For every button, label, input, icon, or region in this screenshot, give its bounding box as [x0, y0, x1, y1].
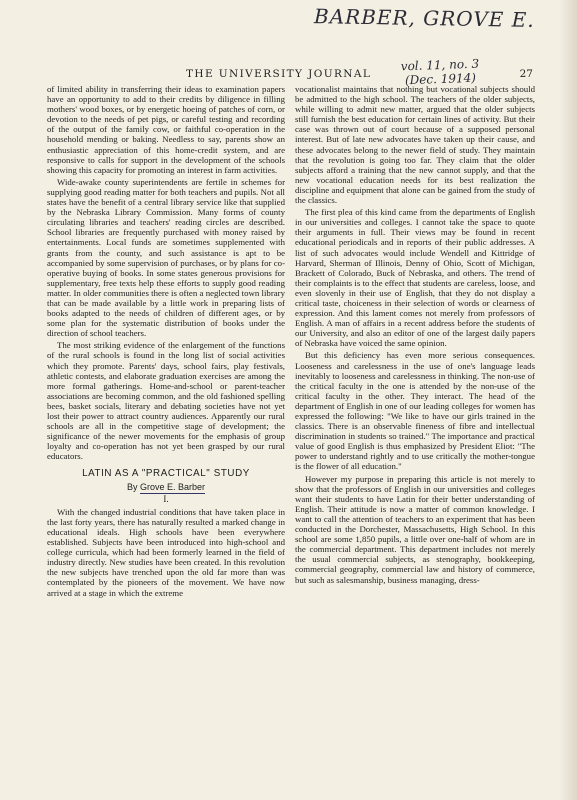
paragraph: of limited ability in transferring their ideas to examination papers have an opportunity to add to their credits by diligence in filling mothers' wood boxes, or by energetic hoeing of patches of corn, or devotion to the needs of pet pigs, or careful testing and recording of the output of the family cow, or faithful co-operation in the household mending or baking. Needless to say, parents show an enthusiastic appreciation of this home-credit system, and are responsive to calls for support in the development of the schools showing this capacity for promoting an interest in farm activities.: [47, 84, 285, 175]
handwritten-author-annotation: BARBER, GROVE E.: [314, 4, 536, 32]
page-number: 27: [519, 68, 533, 80]
right-column: [295, 84, 535, 587]
paragraph: With the changed industrial conditions that have taken place in the last forty years, there has naturally resulted a marked change in educational ideals. High schools have been everywhere established. Subjects have been introduced into high-school and college curricula, which had been formerly learned in the field of industry directly. New studies have been created. In this revolution the new subjects have trenched upon the old far more than was contemplated by the pioneers of the movement. We have now arrived at a stage in which the extreme: [47, 506, 285, 598]
paragraph: But this deficiency has even more serious consequences. Looseness and carelessness in the use of one's language leads inevitably to looseness and carelessness in thinking. The non-use of the critical faculty in the one is attended by the non-use of the critical faculty in the other. They interact. The head of the department of English in one of our leading colleges for women has expressed the following: "We like to have our girls trained in the classics. There is an observable fineness of fibre and intellectual discrimination in students so trained." The importance and practical value of good English is thus emphasized by President Eliot: "The power to understand rightly and to use critically the mother-tongue is the flower of all education.": [295, 350, 535, 472]
paragraph: Wide-awake county superintendents are fertile in schemes for supplying good reading matter for both teachers and pupils. Not all states have the benefit of a central library service like that supplied by the Nebraska Library Commission. Many forms of county circulating libraries and teachers' reading circles are described. School libraries are frequently purchased with money raised by entertainments. Local funds are sometimes supplemented with grants from the county, and such assistance is apt to be accompanied by some supervision of purchases, or by plans for co-operative buying of books. In some states generous provisions for supplementary, free texts help these efforts to supply good reading matter. In older communities there is often a neglected town library that can be made available by a little work in preparing lists of books adapted to the needs of children of different ages, or by some plan for the systematic distribution of books under the direction of school teachers.: [47, 176, 285, 339]
byline-prefix: By: [126, 481, 138, 492]
paragraph: vocationalist maintains that nothing but vocational subjects should be admitted to the high school. The teachers of the older subjects, while willing to admit new matter, argued that the older subjects still furnish the best education for certain lines of activity. But their case was thrown out of court because of a supposed personal interest. But of late new advocates have taken up their cause, and these advocates belong to the newer field of study. They maintain that the revolution is going too far. They claim that the older subjects afford a training that the new cannot supply, and that the new vocational education needs for its best realization the discipline and equipment that alone can be gained from the study of the classics.: [295, 84, 535, 206]
left-column: [47, 84, 285, 600]
byline-author: Grove E. Barber: [140, 481, 206, 492]
article-title: LATIN AS A "PRACTICAL" STUDY: [82, 468, 250, 480]
section-number: I.: [163, 493, 169, 504]
issue-volume-number: vol. 11, no. 3: [400, 56, 479, 74]
issue-date: (Dec. 1914): [404, 70, 476, 88]
page-edge-shadow: [559, 0, 577, 800]
handwritten-issue-annotation: [400, 57, 479, 88]
running-head: THE UNIVERSITY JOURNAL: [186, 68, 372, 80]
paragraph: The first plea of this kind came from the departments of English in our universities and colleges. I cannot take the space to quote their arguments in full. Their views may be found in recent educational periodicals and in reports of their public addresses. A list of such advocates would include Wendell and Kittridge of Harvard, Sherman of Illinois, Denny of Ohio, Scott of Michigan, Brackett of Colorado, Buck of Nebraska, and others. The trend of their complaints is to the effect that students are careless, loose, and even slovenly in their use of English, that they do not display a critical taste, choiceness in their selection of words or clearness of expression. And this lament comes not merely from professors of English. A man of affairs in a recent address before the students of our University, and also an editor of one of the largest daily papers of Nebraska have voiced the same opinion.: [295, 207, 535, 349]
paragraph: The most striking evidence of the enlargement of the functions of the rural schools is found in the long list of social activities which they promote. Parents' days, school fairs, play festivals, athletic contests, and elaborate graduation exercises are among the more formal gatherings. Home-and-school or parent-teacher associations are becoming common, and the old fashioned spelling bees, basket socials, literary and debating societies have not yet lost their power to attract country audiences. Apparently our rural schools are all in the competitive stage of development; the significance of the newer movements for the emphasis of group loyalty and co-operation has not yet been grasped by our rural educators.: [47, 340, 285, 462]
paragraph: However my purpose in preparing this article is not merely to show that the professors of English in our universities and colleges want their students to have Latin for their better understanding of English. Their attitude is now a matter of common knowledge. I want to call the attention of teachers to an experiment that has been conducted in the Dorchester, Massachusetts, High School. In this school are some 1,850 pupils, a little over one-half of whom are in the commercial department. This department includes not merely the usual commercial subjects, as stenography, bookkeeping, commercial geography, commercial law and history of commerce, but such as salesmanship, business managing, dress-: [295, 473, 535, 585]
byline: [47, 482, 285, 492]
